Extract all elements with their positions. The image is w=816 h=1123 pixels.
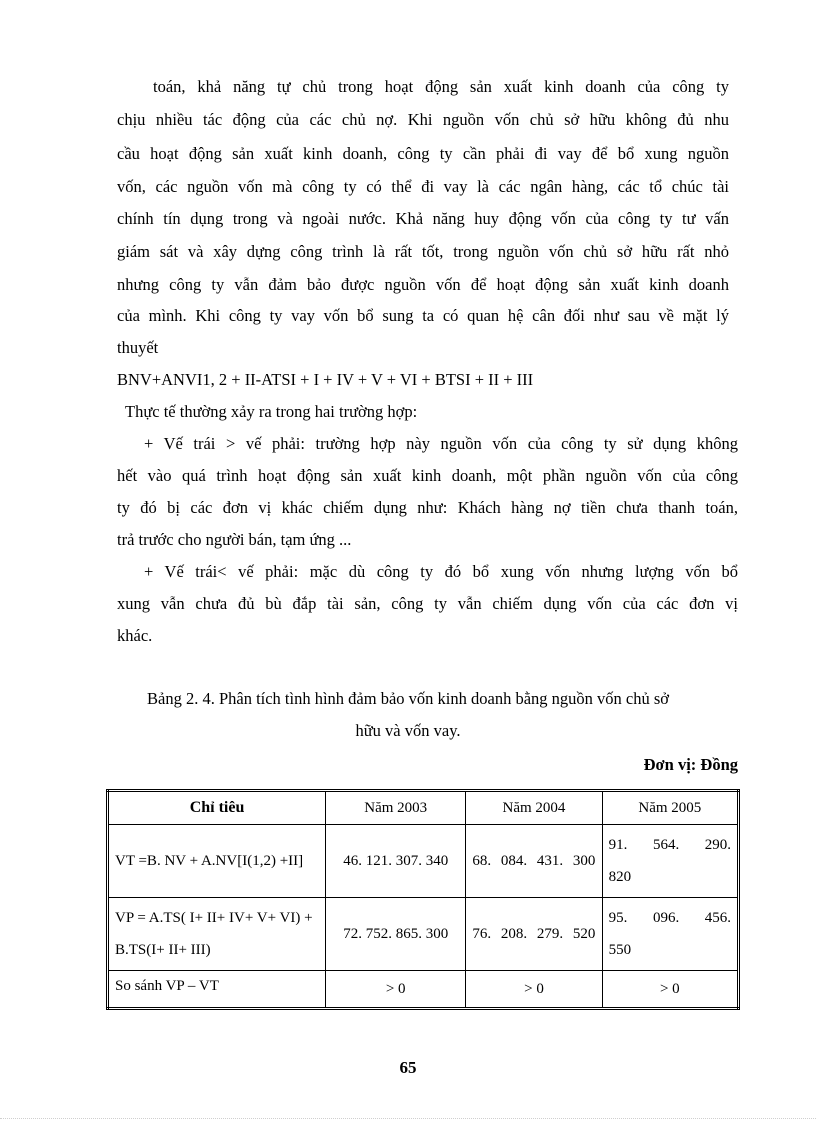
paragraph-line: của mình. Khi công ty vay vốn bổ sung ta có quan hệ cân đối như sau về mặt lý: [117, 306, 729, 325]
table-row: [108, 825, 739, 898]
table-caption: Bảng 2. 4. Phân tích tình hình đảm bảo vốn kinh doanh bằng nguồn vốn chủ sở: [146, 689, 669, 708]
paragraph-line: chịu nhiều tác động của các chủ nợ. Khi nguồn vốn chủ sở hữu không đủ nhu: [117, 110, 729, 129]
header-cell: Năm 2003: [326, 791, 466, 825]
case1-line: hết vào quá trình hoạt động sản xuất kinh doanh, một phần nguồn vốn của công: [117, 466, 738, 485]
table-cell: > 0: [602, 971, 738, 1009]
table-cell: 68. 084. 431. 300: [466, 825, 602, 898]
paragraph-line: nhưng công ty vẫn đảm bảo được nguồn vốn để hoạt động sản xuất kinh doanh: [117, 275, 729, 294]
case1-line: ty đó bị các đơn vị khác chiếm dụng như: Khách hàng nợ tiền chưa thanh toán,: [117, 498, 738, 517]
case2-line: xung vẫn chưa đủ bù đắp tài sản, công ty vẫn chiếm dụng vốn của các đơn vị: [117, 594, 738, 613]
table-row: [108, 898, 739, 971]
balance-formula: BNV+ANVI1, 2 + II-ATSI + I + IV + V + VI + BTSI + II + III: [117, 370, 534, 389]
row-label: VT =B. NV + A.NV[I(1,2) +II]: [108, 825, 326, 898]
table-row: [108, 971, 739, 1009]
case1-line: + Vế trái > vế phải: trường hợp này nguồn vốn của công ty sử dụng không: [144, 434, 738, 453]
table-cell: 46. 121. 307. 340: [326, 825, 466, 898]
header-cell: Năm 2004: [466, 791, 602, 825]
paragraph-line: thuyết: [117, 338, 159, 357]
table-cell: > 0: [466, 971, 602, 1009]
row-label: VP = A.TS( I+ II+ IV+ V+ VI) + B.TS(I+ II+ III): [108, 898, 326, 971]
table-cell: 95. 096. 456. 550: [602, 898, 738, 971]
paragraph-line: giám sát và xây dựng công trình là rất tốt, trong nguồn vốn chủ sở hữu rất nhỏ: [117, 242, 729, 261]
header-cell: Năm 2005: [602, 791, 738, 825]
paragraph-line: chính tín dụng trong và ngoài nước. Khả năng huy động vốn của công ty tư vấn: [117, 209, 729, 228]
table-cell: 72. 752. 865. 300: [326, 898, 466, 971]
case2-line: khác.: [117, 626, 153, 645]
paragraph-line: cầu hoạt động sản xuất kinh doanh, công ty cần phải đi vay để bổ xung nguồn: [117, 144, 729, 163]
header-cell: Chỉ tiêu: [108, 791, 326, 825]
cases-intro: Thực tế thường xảy ra trong hai trường hợp:: [125, 402, 418, 421]
table-cell: > 0: [326, 971, 466, 1009]
unit-label: Đơn vị: Đồng: [643, 755, 738, 774]
paragraph-line: vốn, các nguồn vốn mà công ty có thể đi vay là các ngân hàng, các tổ chúc tài: [117, 177, 729, 196]
case1-line: trả trước cho người bán, tạm ứng ...: [117, 530, 352, 549]
row-label: So sánh VP – VT: [108, 971, 326, 1009]
paragraph-line: toán, khả năng tự chủ trong hoạt động sản xuất kinh doanh của công ty: [153, 77, 729, 96]
table-header-row: [108, 791, 739, 825]
table-cell: 76. 208. 279. 520: [466, 898, 602, 971]
page-number: 65: [399, 1058, 417, 1077]
table-caption: hữu và vốn vay.: [355, 721, 461, 740]
data-table: [106, 789, 740, 1010]
case2-line: + Vế trái< vế phải: mặc dù công ty đó bổ xung vốn nhưng lượng vốn bổ: [144, 562, 738, 581]
table-cell: 91. 564. 290. 820: [602, 825, 738, 898]
page-bottom-divider: [0, 1118, 816, 1119]
